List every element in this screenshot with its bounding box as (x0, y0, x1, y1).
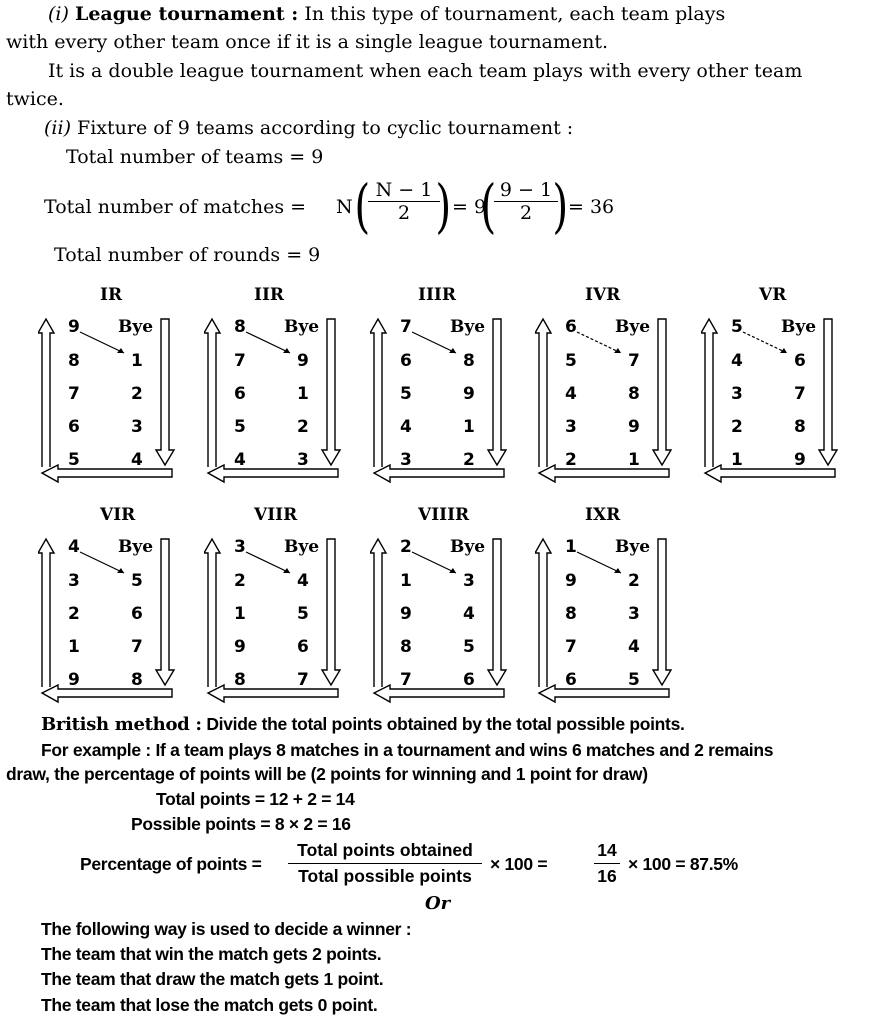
line-text: In this type of tournament, each team plays (304, 3, 726, 25)
round-left-team: 1 (400, 571, 412, 591)
round-top-team: 8 (234, 317, 246, 337)
para-league-line1 (48, 3, 725, 25)
up-arrow-icon (204, 319, 220, 467)
round-left-team: 7 (68, 384, 80, 404)
round-left-team: 2 (565, 450, 577, 470)
round-right-team: 8 (131, 670, 143, 690)
round-right-team: 2 (297, 417, 309, 437)
round-right-team: 9 (628, 417, 640, 437)
round-block (535, 285, 687, 485)
round-left-team: 6 (68, 417, 80, 437)
bye-label: Bye (284, 537, 320, 557)
round-top-team: 7 (400, 317, 412, 337)
round-left-team: 4 (234, 450, 246, 470)
matches-result: = 36 (568, 196, 615, 218)
round-left-team: 7 (565, 637, 577, 657)
round-block (370, 505, 522, 705)
rotation-arrows-icon (204, 505, 356, 705)
round-right-team: 2 (628, 571, 640, 591)
line-text: Divide the total points obtained by the total possible points. (206, 714, 685, 734)
fraction-9-minus-1 (494, 179, 558, 224)
round-right-team: 4 (297, 571, 309, 591)
round-left-team: 5 (400, 384, 412, 404)
round-left-team: 9 (68, 670, 80, 690)
percentage-times: × 100 = (490, 854, 548, 874)
round-right-team: 5 (297, 604, 309, 624)
down-arrow-icon (488, 319, 506, 465)
round-right-team: 8 (463, 351, 475, 371)
down-arrow-icon (156, 319, 174, 465)
round-top-team: 1 (565, 537, 577, 557)
bye-label: Bye (284, 317, 320, 337)
round-right-team: 5 (131, 571, 143, 591)
para-league-line2: with every other team once if it is a single league tournament. (6, 31, 609, 53)
round-right-team: 5 (463, 637, 475, 657)
round-left-team: 2 (234, 571, 246, 591)
round-right-team: 1 (297, 384, 309, 404)
round-left-team: 3 (731, 384, 743, 404)
round-left-team: 4 (400, 417, 412, 437)
round-left-team: 3 (400, 450, 412, 470)
round-left-team: 2 (68, 604, 80, 624)
rotation-arrows-icon (38, 285, 190, 485)
round-right-team: 8 (628, 384, 640, 404)
round-left-team: 3 (565, 417, 577, 437)
round-right-team: 7 (131, 637, 143, 657)
bye-label: Bye (118, 537, 154, 557)
para-double-line2: twice. (6, 88, 64, 110)
round-block (204, 505, 356, 705)
fraction-14-16 (594, 840, 620, 887)
matches-label: Total number of matches = (44, 196, 307, 218)
left-arrow-icon (208, 465, 338, 482)
down-arrow-icon (322, 319, 340, 465)
round-block (38, 285, 190, 485)
possible-points: Possible points = 8 × 2 = 16 (131, 814, 351, 834)
round-left-team: 6 (400, 351, 412, 371)
round-left-team: 1 (234, 604, 246, 624)
left-arrow-icon (539, 465, 669, 482)
rotation-arrows-icon (38, 505, 190, 705)
up-arrow-icon (38, 539, 54, 687)
round-left-team: 5 (234, 417, 246, 437)
up-arrow-icon (535, 319, 551, 467)
round-right-team: 9 (463, 384, 475, 404)
matches-n: N (336, 196, 353, 218)
round-left-team: 7 (234, 351, 246, 371)
example-line1: For example : If a team plays 8 matches in a tournament and wins 6 matches and 2 remains (41, 740, 774, 760)
up-arrow-icon (38, 319, 54, 467)
rotation-arrows-icon (204, 285, 356, 485)
round-right-team: 6 (463, 670, 475, 690)
left-arrow-icon (539, 685, 669, 702)
round-left-team: 6 (565, 670, 577, 690)
round-top-team: 6 (565, 317, 577, 337)
down-arrow-icon (653, 319, 671, 465)
bye-label: Bye (118, 317, 154, 337)
total-rounds: Total number of rounds = 9 (54, 244, 321, 266)
round-block (38, 505, 190, 705)
round-left-team: 2 (731, 417, 743, 437)
winner-line2: The team that win the match gets 2 points. (41, 944, 382, 964)
down-arrow-icon (819, 319, 837, 465)
round-left-team: 9 (234, 637, 246, 657)
round-left-team: 5 (565, 351, 577, 371)
up-arrow-icon (701, 319, 717, 467)
round-right-team: 6 (131, 604, 143, 624)
rotation-arrows-icon (535, 505, 687, 705)
line-text: Fixture of 9 teams according to cyclic tournament : (77, 117, 574, 139)
round-left-team: 6 (234, 384, 246, 404)
round-right-team: 3 (131, 417, 143, 437)
round-right-team: 3 (297, 450, 309, 470)
rotation-arrows-icon (370, 285, 522, 485)
round-right-team: 9 (297, 351, 309, 371)
round-right-team: 8 (794, 417, 806, 437)
bye-label: Bye (450, 317, 486, 337)
round-right-team: 5 (628, 670, 640, 690)
item-number: (i) (48, 3, 69, 25)
bye-label: Bye (450, 537, 486, 557)
fraction-denominator: 2 (368, 201, 440, 224)
left-arrow-icon (374, 465, 504, 482)
round-right-team: 7 (628, 351, 640, 371)
round-right-team: 1 (131, 351, 143, 371)
round-right-team: 7 (794, 384, 806, 404)
round-title: IXR (585, 505, 621, 525)
rotation-arrows-icon (535, 285, 687, 485)
left-arrow-icon (208, 685, 338, 702)
round-left-team: 7 (400, 670, 412, 690)
round-left-team: 9 (400, 604, 412, 624)
round-right-team: 4 (131, 450, 143, 470)
round-block (701, 285, 853, 485)
left-arrow-icon (42, 685, 172, 702)
round-title: IR (100, 285, 123, 305)
round-right-team: 3 (628, 604, 640, 624)
fraction-denominator: 16 (594, 863, 620, 887)
round-right-team: 2 (463, 450, 475, 470)
round-block (535, 505, 687, 705)
fraction-points (288, 840, 482, 887)
percentage-label: Percentage of points = (80, 854, 262, 874)
round-top-team: 2 (400, 537, 412, 557)
round-right-team: 1 (628, 450, 640, 470)
left-arrow-icon (374, 685, 504, 702)
paren-close: ) (552, 172, 569, 240)
round-title: VIIIR (418, 505, 470, 525)
round-top-team: 9 (68, 317, 80, 337)
item-number: (ii) (44, 117, 71, 139)
fraction-numerator: N − 1 (375, 179, 433, 201)
para-fixture (44, 117, 573, 139)
round-left-team: 8 (400, 637, 412, 657)
down-arrow-icon (156, 539, 174, 685)
up-arrow-icon (370, 319, 386, 467)
left-arrow-icon (42, 465, 172, 482)
round-top-team: 3 (234, 537, 246, 557)
round-title: VIIR (254, 505, 298, 525)
total-teams: Total number of teams = 9 (66, 146, 324, 168)
round-title: IIR (254, 285, 285, 305)
up-arrow-icon (535, 539, 551, 687)
league-heading: League tournament : (74, 3, 299, 25)
round-right-team: 4 (463, 604, 475, 624)
round-title: IVR (585, 285, 621, 305)
total-points: Total points = 12 + 2 = 14 (156, 789, 355, 809)
rotation-arrows-icon (370, 505, 522, 705)
fraction-denominator: Total possible points (288, 863, 482, 887)
up-arrow-icon (204, 539, 220, 687)
round-title: VIR (100, 505, 136, 525)
para-double-line1: It is a double league tournament when each team plays with every other team (48, 60, 803, 82)
round-right-team: 6 (794, 351, 806, 371)
british-heading: British method : (41, 714, 202, 735)
rotation-arrows-icon (701, 285, 853, 485)
winner-line3: The team that draw the match gets 1 point. (41, 969, 384, 989)
round-left-team: 8 (565, 604, 577, 624)
winner-line4: The team that lose the match gets 0 point. (41, 995, 378, 1015)
round-top-team: 4 (68, 537, 80, 557)
winner-line1: The following way is used to decide a winner : (41, 919, 412, 939)
round-right-team: 4 (628, 637, 640, 657)
percentage-result: × 100 = 87.5% (628, 854, 738, 874)
bye-label: Bye (615, 317, 651, 337)
round-right-team: 9 (794, 450, 806, 470)
paren-open: ( (354, 172, 371, 240)
left-arrow-icon (705, 465, 835, 482)
round-left-team: 5 (68, 450, 80, 470)
fraction-n-minus-1 (368, 179, 440, 224)
round-left-team: 4 (731, 351, 743, 371)
round-right-team: 1 (463, 417, 475, 437)
example-line2: draw, the percentage of points will be (2 points for winning and 1 point for draw) (6, 764, 648, 784)
round-left-team: 9 (565, 571, 577, 591)
round-top-team: 5 (731, 317, 743, 337)
round-left-team: 8 (234, 670, 246, 690)
matches-eq: = 9 (452, 196, 487, 218)
round-left-team: 3 (68, 571, 80, 591)
paren-close: ) (435, 172, 452, 240)
or-label: Or (425, 893, 451, 914)
round-right-team: 3 (463, 571, 475, 591)
round-block (204, 285, 356, 485)
down-arrow-icon (653, 539, 671, 685)
round-left-team: 1 (731, 450, 743, 470)
round-title: VR (759, 285, 787, 305)
round-right-team: 2 (131, 384, 143, 404)
bye-label: Bye (615, 537, 651, 557)
round-right-team: 6 (297, 637, 309, 657)
round-left-team: 8 (68, 351, 80, 371)
down-arrow-icon (322, 539, 340, 685)
round-title: IIIR (418, 285, 456, 305)
fraction-numerator: 9 − 1 (499, 179, 553, 201)
fraction-numerator: Total points obtained (297, 840, 473, 860)
bye-label: Bye (781, 317, 817, 337)
round-right-team: 7 (297, 670, 309, 690)
fraction-numerator: 14 (597, 840, 617, 860)
fraction-denominator: 2 (494, 201, 558, 224)
round-block (370, 285, 522, 485)
up-arrow-icon (370, 539, 386, 687)
round-left-team: 1 (68, 637, 80, 657)
down-arrow-icon (488, 539, 506, 685)
british-line (41, 714, 685, 735)
paren-open: ( (480, 172, 497, 240)
round-left-team: 4 (565, 384, 577, 404)
